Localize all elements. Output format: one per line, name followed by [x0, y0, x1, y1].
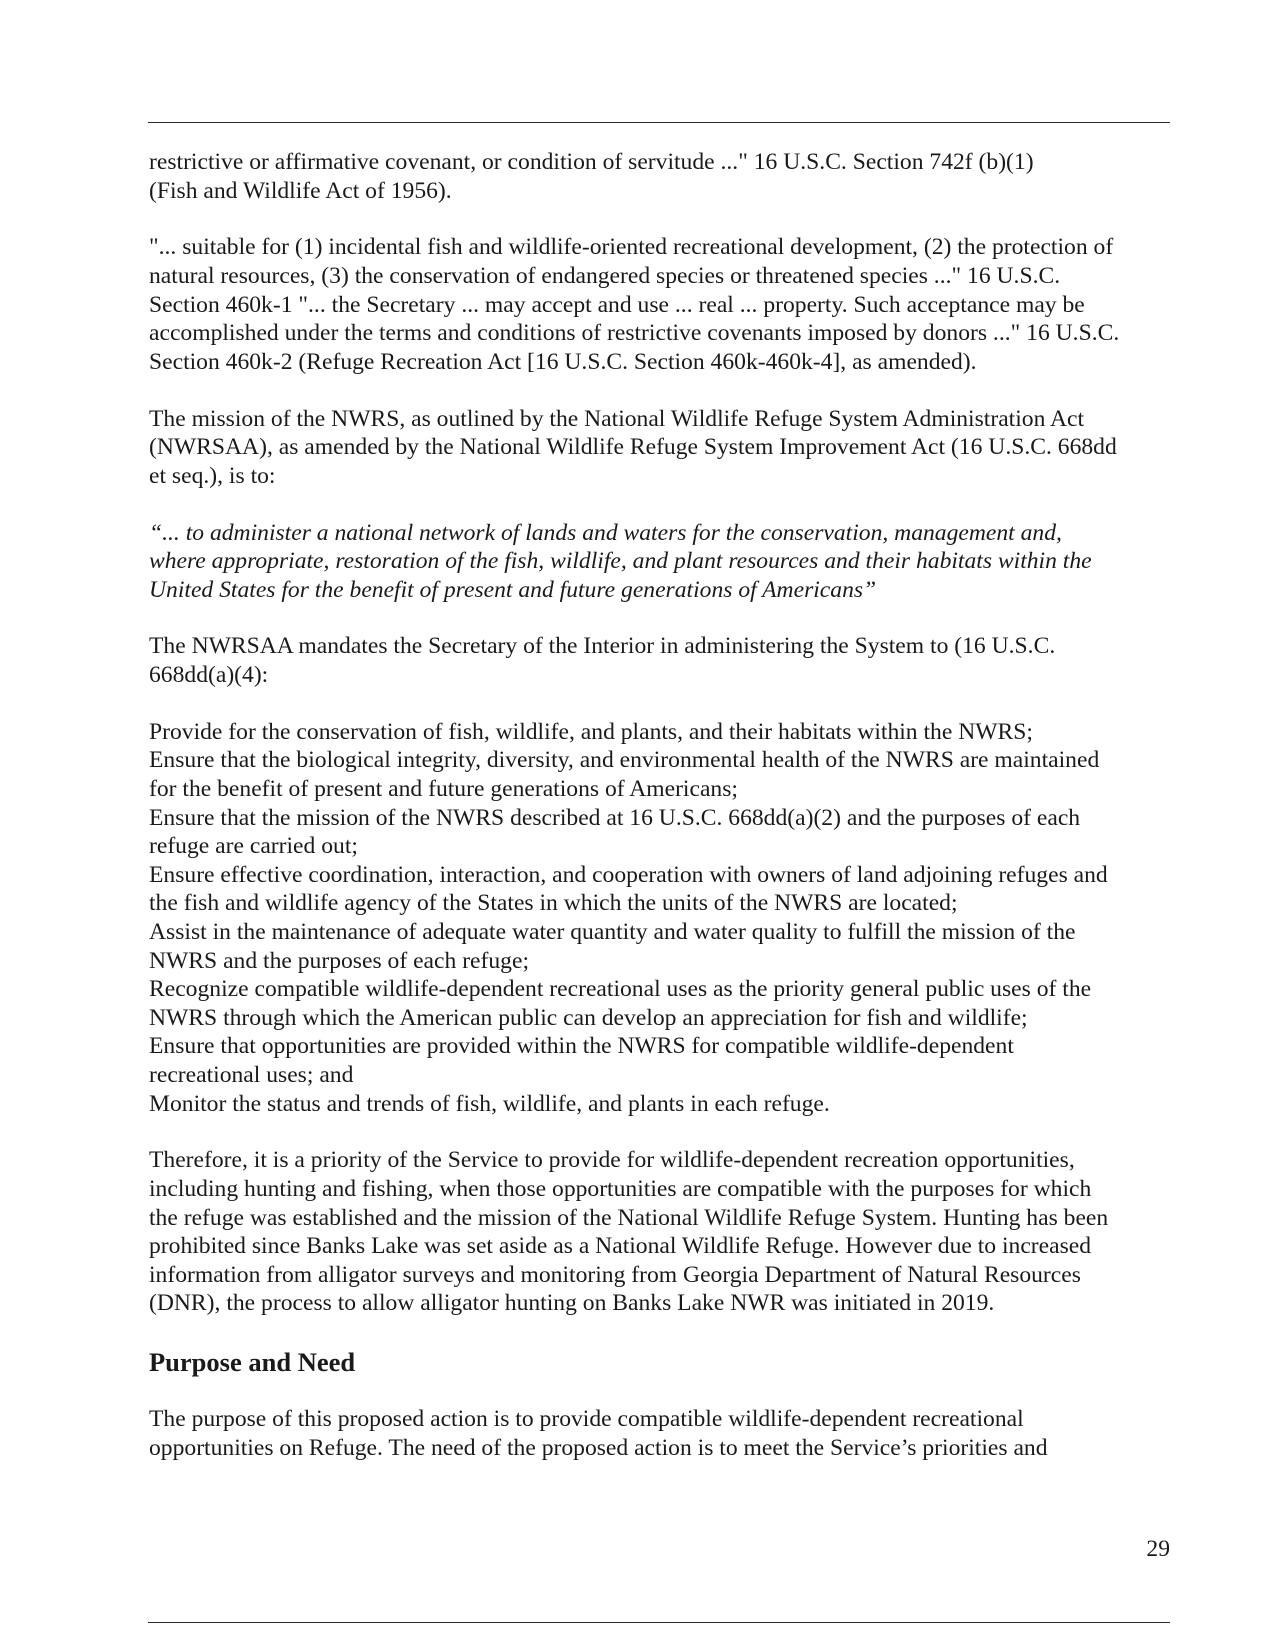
- text-line: Ensure that opportunities are provided within the NWRS for compatible wildlife-dependent: [149, 1033, 1014, 1060]
- paragraph-nwrsaa-mandates-intro: [149, 632, 1179, 689]
- text-line: NWRS and the purposes of each refuge;: [149, 947, 529, 974]
- text-line: accomplished under the terms and conditions of restrictive covenants imposed by donors ..." 16 U.S.C.: [149, 320, 1120, 347]
- text-line: Assist in the maintenance of adequate water quantity and water quality to fulfill the mission of the: [149, 919, 1076, 945]
- text-line: recreational uses; and: [149, 1061, 354, 1088]
- text-line: Ensure that the biological integrity, diversity, and environmental health of the NWRS are maintained: [149, 747, 1100, 774]
- text-line: Therefore, it is a priority of the Service to provide for wildlife-dependent recreation opportunities,: [149, 1147, 1075, 1174]
- text-line: Ensure effective coordination, interaction, and cooperation with owners of land adjoining refuges and: [149, 861, 1108, 888]
- text-line: opportunities on Refuge. The need of the proposed action is to meet the Service’s priorities and: [149, 1434, 1048, 1461]
- text-line: Ensure that the mission of the NWRS described at 16 U.S.C. 668dd(a)(2) and the purposes of each: [149, 804, 1081, 831]
- text-line: Monitor the status and trends of fish, wildlife, and plants in each refuge.: [149, 1090, 830, 1117]
- text-line: refuge are carried out;: [149, 833, 358, 860]
- text-line: the fish and wildlife agency of the States in which the units of the NWRS are located;: [149, 890, 958, 917]
- text-line: United States for the benefit of present and future generations of Americans”: [149, 576, 877, 603]
- text-line: NWRS through which the American public can develop an appreciation for fish and wildlife;: [149, 1004, 1028, 1031]
- text-line: 668dd(a)(4):: [149, 662, 269, 689]
- text-line: Recognize compatible wildlife-dependent recreational uses as the priority general public uses of the: [149, 976, 1092, 1003]
- mandates-list: [149, 718, 1179, 1118]
- header-rule: [148, 122, 1170, 123]
- text-line: The mission of the NWRS, as outlined by the National Wildlife Refuge System Administration Act: [149, 405, 1085, 432]
- text-line: natural resources, (3) the conservation of endangered species or threatened species ..." 16 U.S.C.: [149, 262, 1061, 289]
- list-item: [149, 918, 1179, 975]
- page-number: 29: [1146, 1536, 1170, 1562]
- footer-rule: [148, 1622, 1170, 1623]
- list-item: [149, 718, 1179, 747]
- text-line: The NWRSAA mandates the Secretary of the Interior in administering the System to (16 U.S.C.: [149, 633, 1056, 660]
- text-line: Section 460k-2 (Refuge Recreation Act [16 U.S.C. Section 460k-460k-4], as amended).: [149, 348, 977, 375]
- text-line: et seq.), is to:: [149, 462, 276, 489]
- paragraph-purpose: [149, 1405, 1179, 1462]
- list-item: [149, 1032, 1179, 1089]
- text-line: (Fish and Wildlife Act of 1956).: [149, 177, 452, 204]
- text-line: prohibited since Banks Lake was set aside as a National Wildlife Refuge. However due to increased: [149, 1233, 1092, 1260]
- list-item: [149, 1090, 1179, 1119]
- mission-quote: [149, 519, 1179, 605]
- paragraph-therefore-priority: [149, 1146, 1179, 1318]
- text-line: "... suitable for (1) incidental fish and wildlife-oriented recreational development, (2) the protection of: [149, 234, 1114, 261]
- document-body: [149, 148, 1179, 1490]
- text-line: “... to administer a national network of lands and waters for the conservation, management and,: [149, 519, 1062, 546]
- paragraph-nwrs-mission-intro: [149, 405, 1179, 491]
- text-line: restrictive or affirmative covenant, or condition of servitude ..." 16 U.S.C. Section 742f (b)(1): [149, 149, 1034, 175]
- list-item: [149, 975, 1179, 1032]
- text-line: Provide for the conservation of fish, wildlife, and plants, and their habitats within the NWRS;: [149, 718, 1033, 745]
- text-line: (DNR), the process to allow alligator hunting on Banks Lake NWR was initiated in 2019.: [149, 1290, 995, 1317]
- text-line: for the benefit of present and future generations of Americans;: [149, 776, 738, 803]
- text-line: including hunting and fishing, when those opportunities are compatible with the purposes for which: [149, 1175, 1092, 1202]
- text-line: information from alligator surveys and monitoring from Georgia Department of Natural Resources: [149, 1261, 1081, 1288]
- text-line: (NWRSAA), as amended by the National Wildlife Refuge System Improvement Act (16 U.S.C. 668dd: [149, 434, 1117, 461]
- paragraph-refuge-recreation-act: [149, 233, 1179, 376]
- section-heading: Purpose and Need: [149, 1347, 356, 1378]
- text-line: the refuge was established and the mission of the National Wildlife Refuge System. Hunting has been: [149, 1204, 1109, 1231]
- text-line: The purpose of this proposed action is to provide compatible wildlife-dependent recreational: [149, 1406, 1024, 1433]
- list-item: [149, 746, 1179, 803]
- list-item: [149, 861, 1179, 918]
- list-item: [149, 804, 1179, 861]
- text-line: where appropriate, restoration of the fish, wildlife, and plant resources and their habitats within the: [149, 548, 1092, 575]
- text-line: Section 460k-1 "... the Secretary ... may accept and use ... real ... property. Such acceptance may be: [149, 291, 1085, 318]
- paragraph-fish-wildlife-act: [149, 148, 1179, 205]
